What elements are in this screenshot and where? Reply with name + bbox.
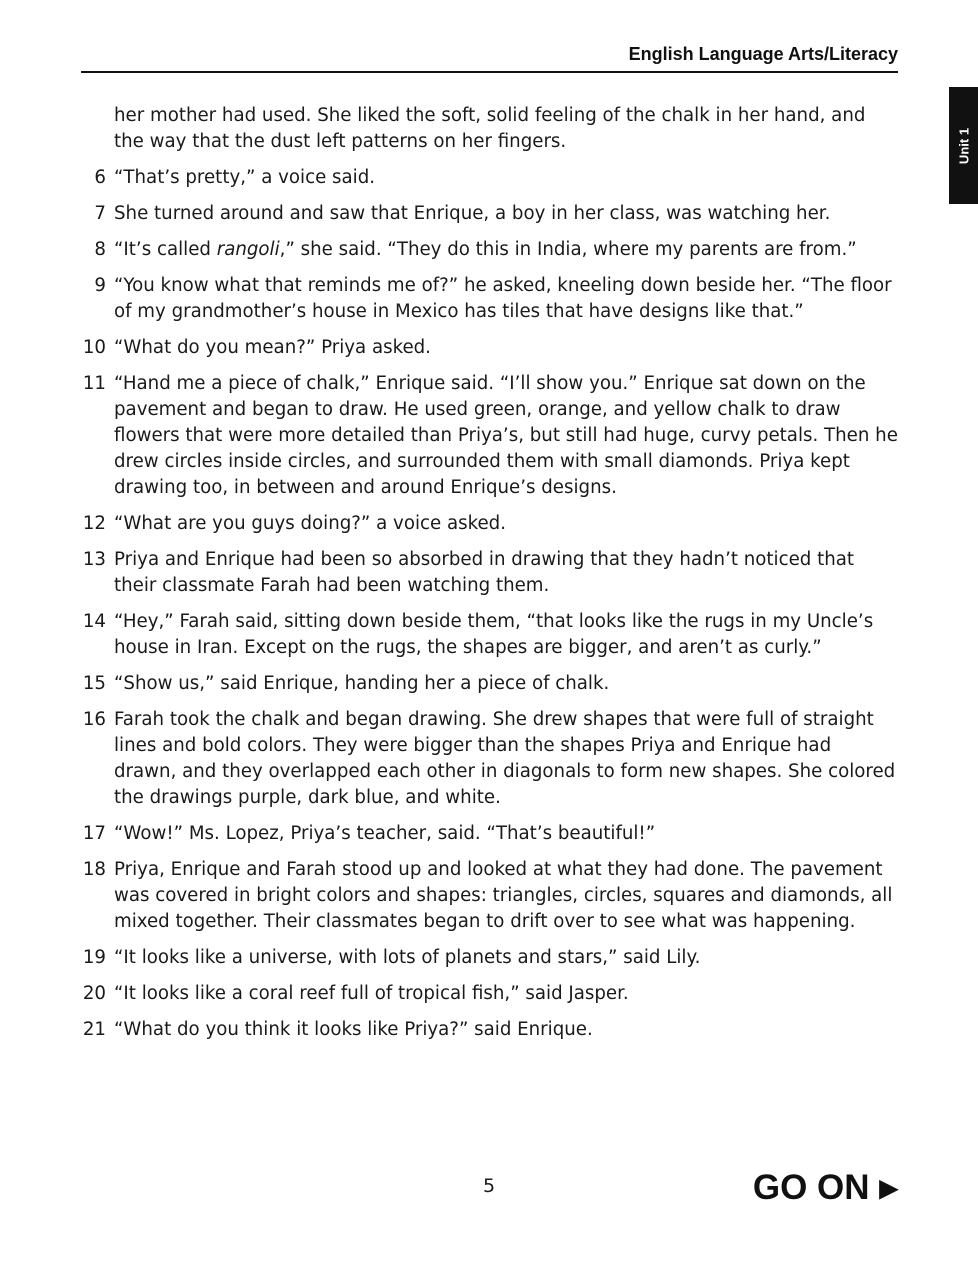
paragraph-6 — [0, 165, 898, 191]
paragraph-16 — [0, 707, 898, 811]
header-divider — [81, 71, 898, 73]
paragraph-text: her mother had used. She liked the soft, solid feeling of the chalk in her hand, and the way that the dust left patterns on her fingers. — [114, 105, 866, 152]
paragraph-17 — [0, 821, 898, 847]
paragraph-number: 15 — [82, 673, 106, 694]
paragraph-text: Farah took the chalk and began drawing. She drew shapes that were full of straight lines and bold colors. They were bigger than the shapes Priya and Enrique had drawn, and they overlapped each other in diagonals to form new shapes. She colored the drawings purple, dark blue, and white. — [114, 709, 896, 808]
paragraph-text-after: ,” she said. “They do this in India, where my parents are from.” — [279, 239, 857, 260]
subject-header: English Language Arts/Literacy — [628, 44, 898, 64]
paragraph-text-before: “It’s called — [114, 239, 217, 260]
paragraph-number: 16 — [82, 709, 106, 730]
paragraph-number: 11 — [82, 373, 106, 394]
paragraph-number: 12 — [82, 513, 106, 534]
paragraph-15 — [0, 671, 898, 697]
passage — [0, 103, 978, 1053]
paragraph-text: Priya, Enrique and Farah stood up and looked at what they had done. The pavement was covered in bright colors and shapes: triangles, circles, squares and diamonds, all mixed together. Their classmates began to drift over to see what was happening. — [114, 859, 893, 932]
paragraph-number: 21 — [82, 1019, 106, 1040]
paragraph-number: 18 — [82, 859, 106, 880]
paragraph-7 — [0, 201, 898, 227]
paragraph-number: 20 — [82, 983, 106, 1004]
paragraph-text: “Show us,” said Enrique, handing her a piece of chalk. — [114, 673, 610, 694]
paragraph-text: Priya and Enrique had been so absorbed in drawing that they hadn’t noticed that their classmate Farah had been watching them. — [114, 549, 855, 596]
paragraph-8 — [0, 237, 898, 263]
paragraph-number: 17 — [82, 823, 106, 844]
paragraph-continuation — [0, 103, 898, 155]
paragraph-text: “That’s pretty,” a voice said. — [114, 167, 376, 188]
paragraph-number: 9 — [94, 275, 106, 296]
paragraph-text: “What do you mean?” Priya asked. — [114, 337, 431, 358]
go-on-indicator — [753, 1168, 898, 1208]
paragraph-21 — [0, 1017, 898, 1043]
paragraph-number: 13 — [82, 549, 106, 570]
paragraph-text: “It looks like a coral reef full of tropical fish,” said Jasper. — [114, 983, 629, 1004]
paragraph-9 — [0, 273, 898, 325]
paragraph-text: “It looks like a universe, with lots of planets and stars,” said Lily. — [114, 947, 701, 968]
unit-tab-label: Unit 1 — [956, 127, 971, 164]
paragraph-number: 10 — [82, 337, 106, 358]
paragraph-text: “Wow!” Ms. Lopez, Priya’s teacher, said. “That’s beautiful!” — [114, 823, 656, 844]
paragraph-text: “You know what that reminds me of?” he asked, kneeling down beside her. “The floor of my grandmother’s house in Mexico has tiles that have designs like that.” — [114, 275, 892, 322]
paragraph-13 — [0, 547, 898, 599]
right-triangle-arrow-icon: ▶ — [879, 1174, 898, 1202]
paragraph-text: “Hand me a piece of chalk,” Enrique said. “I’ll show you.” Enrique sat down on the pavement and began to draw. He used green, orange, and yellow chalk to draw flowers that were more detailed than Priya’s, but still had huge, curvy petals. Then he drew circles inside circles, and surrounded them with small diamonds. Priya kept drawing too, in between and around Enrique’s designs. — [114, 373, 898, 498]
paragraph-12 — [0, 511, 898, 537]
italic-term-rangoli: rangoli — [216, 239, 280, 260]
paragraph-number: 6 — [94, 167, 106, 188]
paragraph-text: She turned around and saw that Enrique, a boy in her class, was watching her. — [114, 203, 831, 224]
paragraph-number: 19 — [82, 947, 106, 968]
paragraph-number: 14 — [82, 611, 106, 632]
paragraph-11 — [0, 371, 898, 501]
page-number: 5 — [482, 1175, 496, 1197]
paragraph-18 — [0, 857, 898, 935]
paragraph-text: “What do you think it looks like Priya?” said Enrique. — [114, 1019, 593, 1040]
go-on-label: GO ON — [752, 1168, 870, 1207]
paragraph-10 — [0, 335, 898, 361]
paragraph-number: 8 — [94, 239, 106, 260]
paragraph-20 — [0, 981, 898, 1007]
paragraph-text: “Hey,” Farah said, sitting down beside them, “that looks like the rugs in my Uncle’s house in Iran. Except on the rugs, the shapes are bigger, and aren’t as curly.” — [114, 611, 874, 658]
paragraph-text: “What are you guys doing?” a voice asked. — [114, 513, 506, 534]
paragraph-19 — [0, 945, 898, 971]
paragraph-number: 7 — [94, 203, 106, 224]
paragraph-14 — [0, 609, 898, 661]
